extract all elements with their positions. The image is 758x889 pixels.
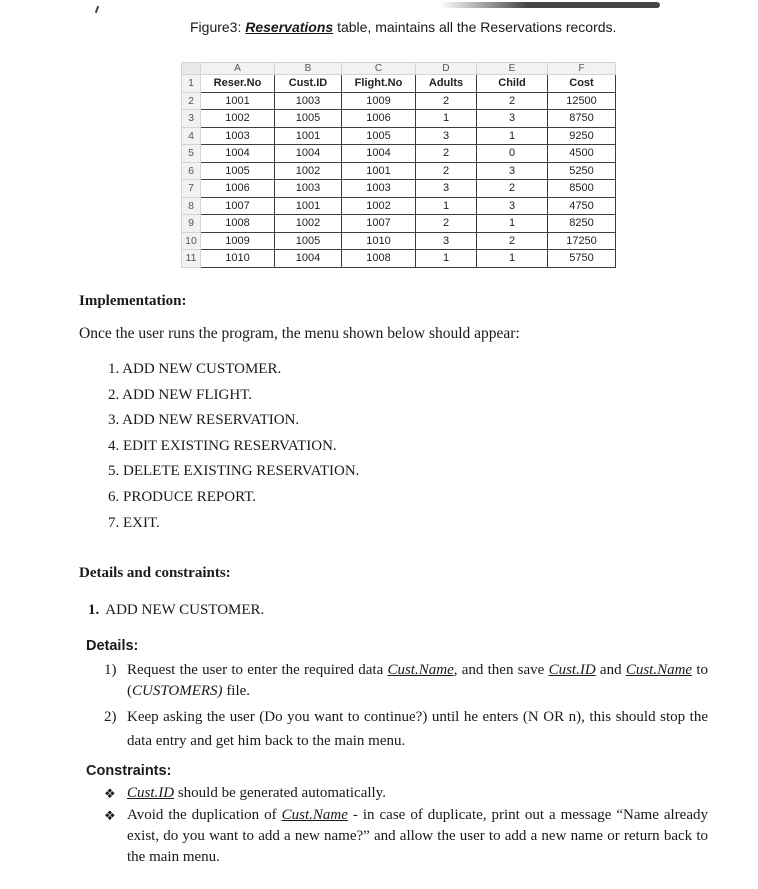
table-row (182, 232, 616, 250)
detail-text: Request the user to enter the required data Cust.Name, and then save Cust.ID and Cust.Name to (CUSTOMERS) file. (127, 662, 708, 699)
table-row (182, 197, 616, 215)
table-cell: 17250 (548, 232, 616, 250)
table-cell: 1004 (275, 250, 342, 268)
details-label: Details: (86, 638, 139, 654)
header-cell: Adults (416, 75, 477, 93)
row-number: 11 (182, 250, 201, 268)
constraint-item-2 (104, 805, 708, 869)
table-cell: 1 (416, 250, 477, 268)
table-cell: 3 (416, 180, 477, 198)
column-letter: D (416, 63, 477, 75)
reservations-sheet (181, 62, 616, 268)
table-cell: 1008 (201, 215, 275, 233)
table-cell: 3 (477, 162, 548, 180)
menu-item: 2. ADD NEW FLIGHT. (108, 386, 253, 403)
table-cell: 3 (416, 232, 477, 250)
diamond-bullet-icon: ❖ (104, 808, 116, 823)
table-cell: 5750 (548, 250, 616, 268)
table-cell: 1002 (275, 162, 342, 180)
table-cell: 1010 (342, 232, 416, 250)
table-cell: 1 (477, 127, 548, 145)
menu-item: 3. ADD NEW RESERVATION. (108, 412, 300, 429)
row-number: 4 (182, 127, 201, 145)
diamond-bullet-icon: ❖ (104, 786, 116, 801)
header-cell: Cost (548, 75, 616, 93)
constraint-text: Avoid the duplication of Cust.Name - in case of duplicate, print out a message “Name already exist, do you want to add a new name?” and allow the user to add a new name or return back to the main menu. (127, 807, 708, 865)
table-cell: 1005 (342, 127, 416, 145)
header-cell: Flight.No (342, 75, 416, 93)
row-number: 2 (182, 92, 201, 110)
table-cell: 1 (477, 215, 548, 233)
table-row (182, 92, 616, 110)
table-row (182, 180, 616, 198)
column-letter: B (275, 63, 342, 75)
header-cell: Reser.No (201, 75, 275, 93)
table-cell: 1003 (342, 180, 416, 198)
table-cell: 5250 (548, 162, 616, 180)
table-cell: 2 (416, 92, 477, 110)
row-number: 5 (182, 145, 201, 163)
sheet-corner (182, 63, 201, 75)
table-cell: 1007 (201, 197, 275, 215)
header-cell: Cust.ID (275, 75, 342, 93)
row-number: 3 (182, 110, 201, 128)
table-cell: 2 (477, 232, 548, 250)
row-number: 10 (182, 232, 201, 250)
table-cell: 1007 (342, 215, 416, 233)
menu-item: 5. DELETE EXISTING RESERVATION. (108, 463, 360, 480)
table-cell: 1009 (201, 232, 275, 250)
menu-item: 7. EXIT. (108, 514, 160, 531)
table-cell: 1002 (275, 215, 342, 233)
table-cell: 2 (477, 92, 548, 110)
table-cell: 1008 (342, 250, 416, 268)
table-cell: 2 (416, 215, 477, 233)
column-letter-row (182, 63, 616, 75)
section-number: 1. (88, 602, 100, 618)
table-cell: 1004 (201, 145, 275, 163)
row-number: 1 (182, 75, 201, 93)
table-cell: 8500 (548, 180, 616, 198)
table-cell: 1003 (275, 180, 342, 198)
table-cell: 12500 (548, 92, 616, 110)
table-cell: 1006 (201, 180, 275, 198)
table-cell: 1005 (275, 232, 342, 250)
section-title: ADD NEW CUSTOMER. (105, 602, 265, 618)
detail-item-1 (104, 660, 708, 702)
table-cell: 4750 (548, 197, 616, 215)
detail-number: 1) (104, 662, 117, 678)
menu-item: 1. ADD NEW CUSTOMER. (108, 361, 282, 377)
header-cell: Child (477, 75, 548, 93)
header-row (182, 75, 616, 93)
table-cell: 1004 (275, 145, 342, 163)
table-cell: 1001 (342, 162, 416, 180)
table-cell: 3 (416, 127, 477, 145)
table-cell: 1001 (275, 197, 342, 215)
table-cell: 1 (416, 197, 477, 215)
detail-number: 2) (104, 709, 117, 725)
implementation-heading: Implementation: (79, 293, 187, 309)
details-heading: Details and constraints: (79, 565, 231, 581)
column-letter: A (201, 63, 275, 75)
table-cell: 1003 (201, 127, 275, 145)
table-cell: 1 (477, 250, 548, 268)
table-cell: 3 (477, 110, 548, 128)
table-row (182, 127, 616, 145)
table-cell: 1006 (342, 110, 416, 128)
table-row (182, 162, 616, 180)
table-cell: 1005 (201, 162, 275, 180)
table-row (182, 250, 616, 268)
caption-table-name: Reservations (245, 19, 334, 35)
table-cell: 3 (477, 197, 548, 215)
column-letter: F (548, 63, 616, 75)
constraints-label: Constraints: (86, 763, 172, 779)
menu-item: 6. PRODUCE REPORT. (108, 488, 257, 505)
constraint-item-1 (104, 783, 708, 804)
table-cell: 1002 (342, 197, 416, 215)
menu-item: 4. EDIT EXISTING RESERVATION. (108, 437, 337, 454)
table-row (182, 215, 616, 233)
table-cell: 1 (416, 110, 477, 128)
table-cell: 2 (416, 162, 477, 180)
table-cell: 2 (477, 180, 548, 198)
table-cell: 1002 (201, 110, 275, 128)
table-cell: 8750 (548, 110, 616, 128)
table-cell: 9250 (548, 127, 616, 145)
program-menu-list (108, 360, 359, 539)
constraint-text: Cust.ID should be generated automatically. (127, 785, 386, 801)
table-cell: 2 (416, 145, 477, 163)
row-number: 7 (182, 180, 201, 198)
scan-tick-mark (95, 6, 99, 13)
table-cell: 1001 (275, 127, 342, 145)
table-cell: 1001 (201, 92, 275, 110)
table-cell: 1003 (275, 92, 342, 110)
table-cell: 1004 (342, 145, 416, 163)
table-cell: 4500 (548, 145, 616, 163)
table-row (182, 145, 616, 163)
section-heading (88, 602, 264, 619)
scan-edge-mark (440, 2, 660, 8)
table-cell: 1009 (342, 92, 416, 110)
table-cell: 0 (477, 145, 548, 163)
row-number: 6 (182, 162, 201, 180)
figure-caption: Figure3: Reservations table, maintains all the Reservations records. (190, 19, 617, 35)
table-cell: 1005 (275, 110, 342, 128)
implementation-intro: Once the user runs the program, the menu shown below should appear: (79, 325, 520, 342)
table-cell: 1010 (201, 250, 275, 268)
column-letter: E (477, 63, 548, 75)
row-number: 8 (182, 197, 201, 215)
row-number: 9 (182, 215, 201, 233)
table-cell: 8250 (548, 215, 616, 233)
table-row (182, 110, 616, 128)
detail-item-2 (104, 705, 708, 747)
column-letter: C (342, 63, 416, 75)
detail-text: Keep asking the user (Do you want to continue?) until he enters (N OR n), this should stop the data entry and get him back to the main menu. (127, 709, 708, 749)
